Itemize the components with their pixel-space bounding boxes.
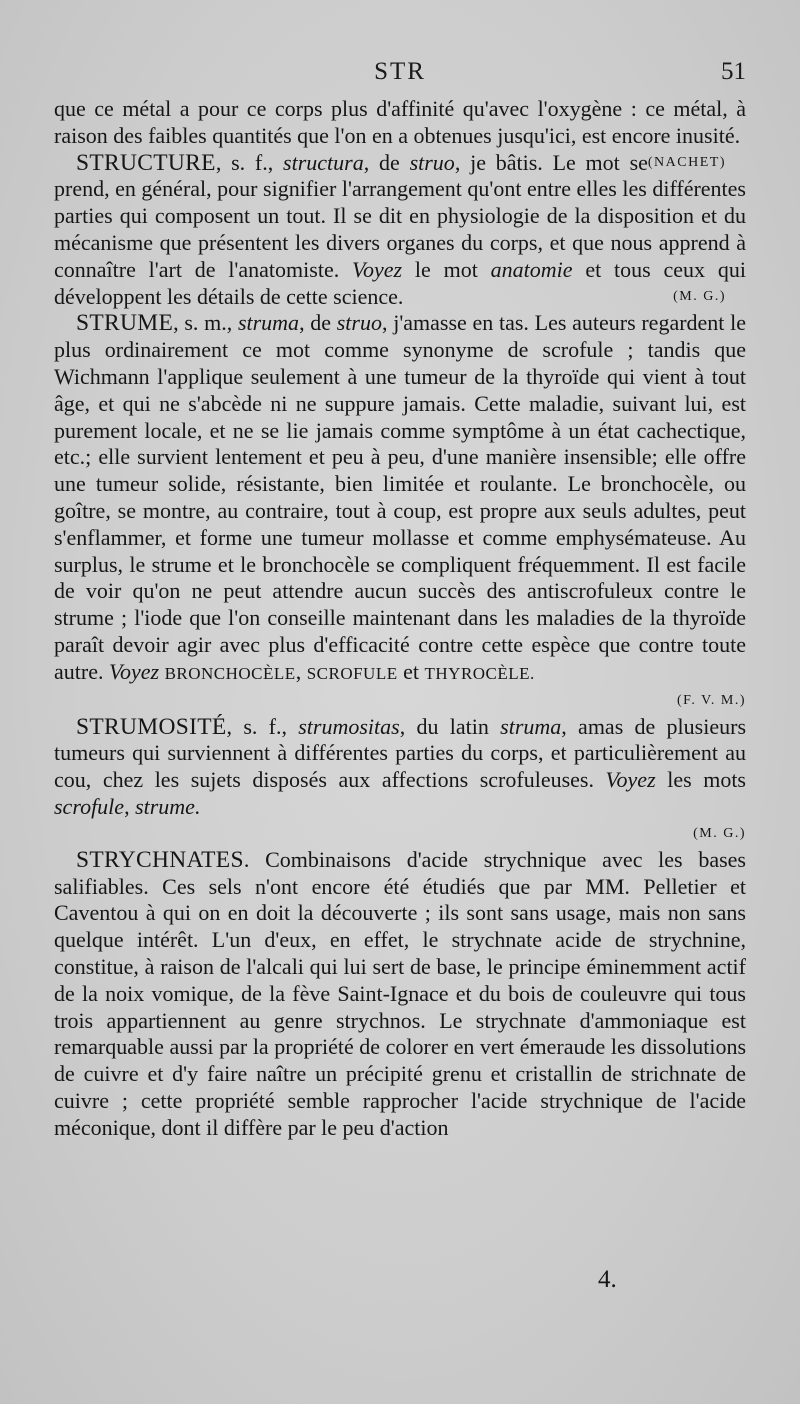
signature-nachet: (NACHET)	[647, 154, 726, 170]
structure-voyez: Voyez	[352, 256, 403, 282]
headword-strumosite: STRUMOSITÉ	[76, 713, 227, 740]
entry-strychnates	[54, 847, 746, 1142]
headword-strume: STRUME	[76, 310, 174, 337]
structure-ref: anatomie	[490, 256, 573, 282]
strume-text: , j'amasse en tas. Les auteurs regardent le plus ordinairement ce mot comme synonyme de scrofule ; tandis que Wichmann l'applique seulement à une tumeur de la thyroïde qui vient à tout âge, et qui ne s'abcède ni ne suppure jamais. Cette maladie, suivant lui, est purement locale, et ne se lie jamais comme symptôme à un état cachectique, etc.; elle survient lentement et peu à peu, d'une manière insensible; elle offre une tumeur solide, résistante, bien limitée et roulante. Le bronchocèle, ou goître, se montre, au contraire, tout à coup, est propre aux seuls adultes, peut s'enflammer, et forme une tumeur mollasse et comme emphysémateuse. Au surplus, le strume et le bronchocèle se compliquent fréquemment. Il est facile de voir qu'on ne peut attendre aucun succès des antiscrofuleux contre le strume ; l'iode que l'on conseille maintenant dans les maladies de la thyroïde paraît devoir agir avec plus d'efficacité contre cette espèce que contre toute autre.	[54, 310, 746, 684]
signature-strumosite: (M. G.)	[693, 825, 746, 841]
entry-structure	[54, 150, 746, 311]
strumosite-text: , amas de plusieurs tumeurs qui surviennent à différentes parties du corps, et particulièrement au cou, chez les sujets disposés aux affections scrofuleuses.	[54, 713, 747, 793]
xref-bronchocele: BRONCHOCÈLE	[164, 663, 296, 683]
strumosite-ref2: strume.	[135, 793, 201, 819]
structure-text: , je bâtis. Le mot se prend, en général, pour signifier l'arrangement qu'ont entre elles les différentes parties qui composent un tout. Il se dit en physiologie de la disposition et du mécanisme que présentent les divers organes du corps, et que nous apprend à connaître l'art de l'anatomiste.	[54, 149, 746, 282]
entry-strumosite	[54, 714, 746, 847]
running-head: STR	[374, 58, 426, 85]
entry-strume	[54, 310, 746, 713]
strume-latin: struma	[237, 310, 300, 336]
continuation-text: que ce métal a pour ce corps plus d'affinité qu'avec l'oxygène : ce métal, à raison des faibles quantités que l'on en a obtenues jusqu'ici, est encore inusité.	[54, 96, 746, 148]
structure-part2: , de	[363, 149, 410, 175]
signature-strume: (F. V. M.)	[677, 692, 746, 708]
structure-grammar: , s. f.,	[215, 149, 284, 175]
page-body	[54, 96, 746, 1141]
strumosite-sep: ,	[124, 793, 136, 819]
strume-part2: , de	[299, 310, 337, 336]
strychnates-text: . Combinaisons d'acide strychnique avec les bases salifiables. Ces sels n'ont encore été étudiés que par MM. Pelletier et Caventou à qui on en doit la découverte ; ils sont sans usage, mais non sans quelque intérêt. L'un d'eux, en effet, le strychnate acide de strychnine, constitue, à raison de l'alcali qui lui sert de base, le principe éminemment actif de la noix vomique, de la fève Saint-Ignace et du bois de couleuvre qui tous trois appartiennent au genre strychnos. Le strychnate d'ammoniaque est remarquable aussi par la propriété de colorer en vert émeraude les dissolutions de cuivre et d'y faire naître un précipité grenu et cristallin de strichnate de cuivre ; cette propriété semble rapprocher l'acide strychnique de l'acide méconique, dont il diffère par le peu d'action	[54, 846, 746, 1140]
strume-sep1: ,	[295, 658, 307, 684]
strumosite-voyez: Voyez	[605, 767, 656, 793]
strume-root: struo	[336, 310, 382, 336]
strumosite-root: struma	[500, 713, 562, 739]
strumosite-latin: strumositas	[298, 713, 400, 739]
strume-sep2: et	[397, 658, 425, 684]
strumosite-part2: , du latin	[399, 713, 501, 739]
strume-voyez: Voyez	[108, 658, 160, 684]
structure-root: struo	[409, 149, 455, 175]
strumosite-part4: les mots	[655, 767, 746, 793]
structure-part5: et tous ceux qui développent les détails de cette science.	[54, 256, 746, 309]
strumosite-grammar: , s. f.,	[226, 713, 299, 739]
strumosite-ref1: scrofule	[54, 793, 125, 819]
gathering-signature: 4.	[598, 1266, 617, 1293]
xref-thyrocele: THYROCÈLE.	[424, 663, 535, 683]
page-header	[54, 58, 746, 92]
structure-part4: le mot	[402, 256, 491, 282]
strume-grammar: , s. m.,	[173, 310, 238, 336]
headword-structure: STRUCTURE	[76, 149, 216, 176]
structure-latin: structura	[283, 149, 364, 175]
xref-scrofule: SCROFULE	[306, 663, 398, 683]
signature-structure: (M. G.)	[673, 288, 726, 304]
headword-strychnates: STRYCHNATES	[76, 846, 244, 873]
page-number: 51	[721, 58, 746, 85]
